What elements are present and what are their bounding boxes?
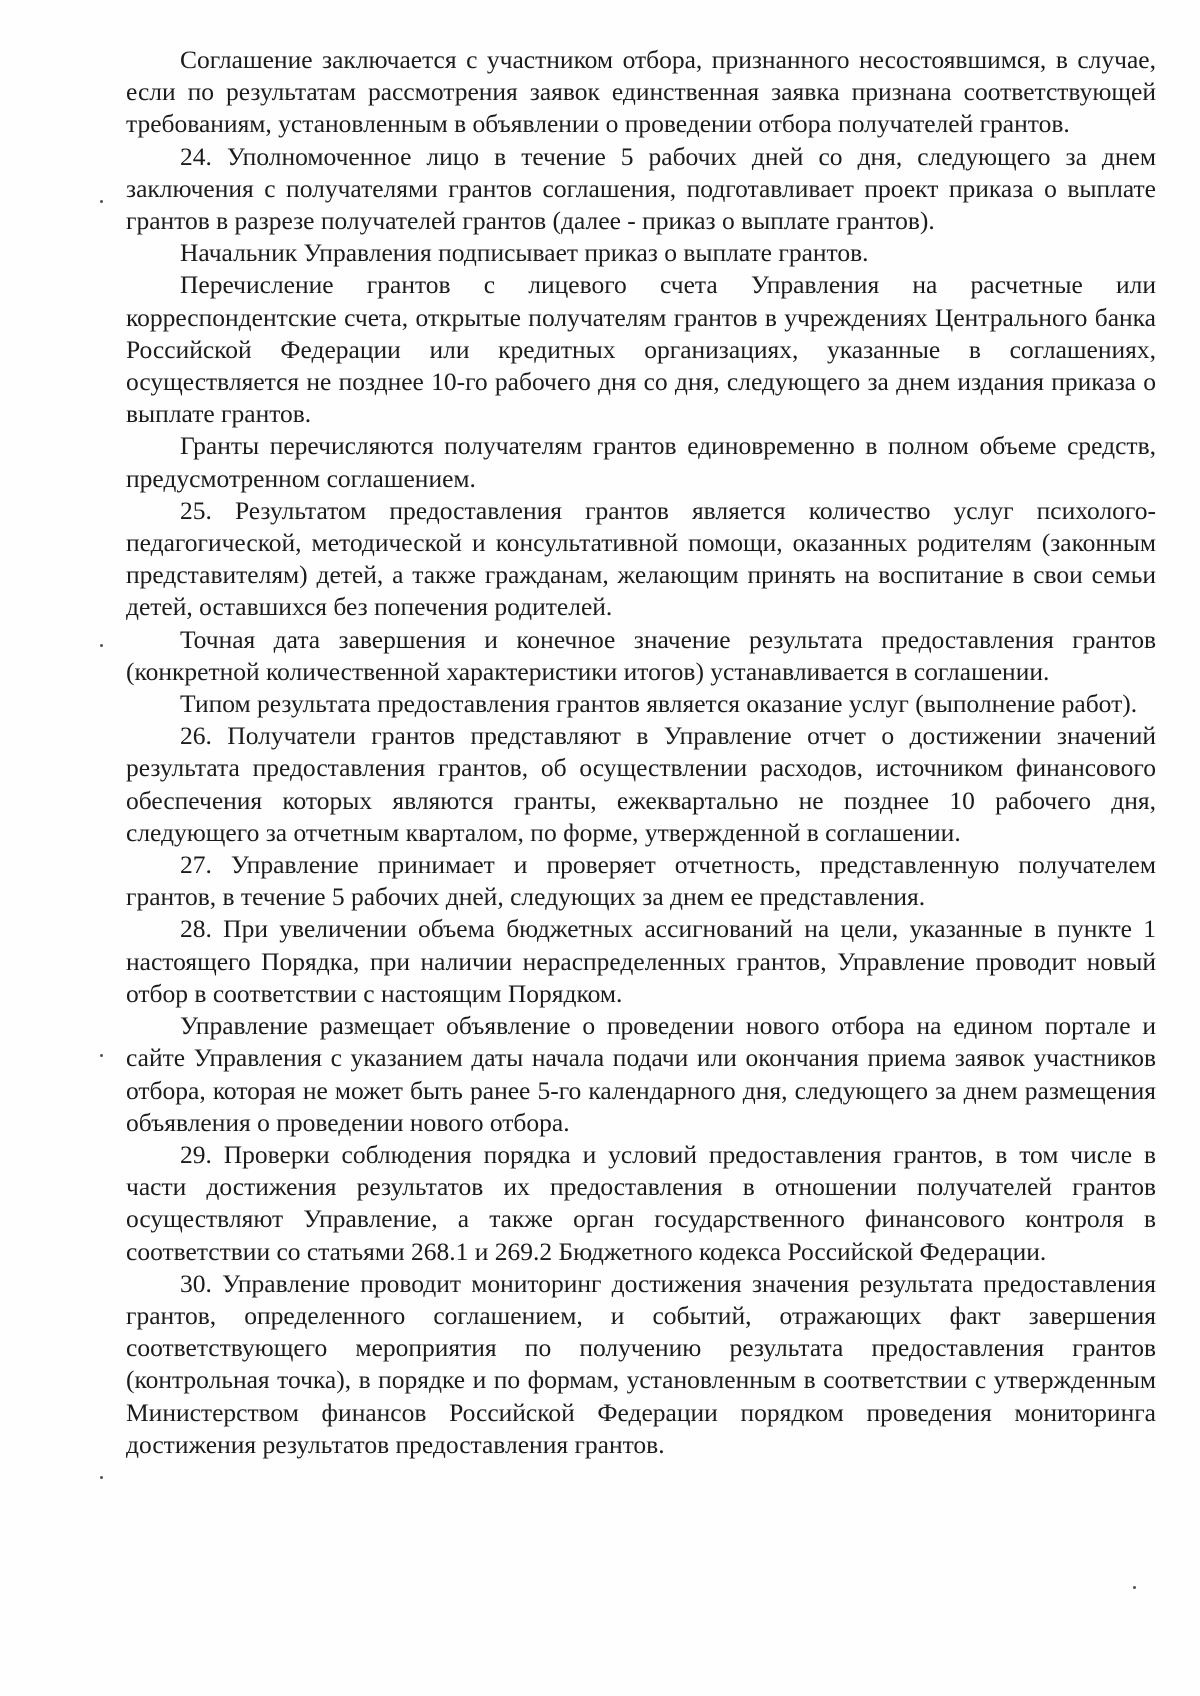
- scan-speck: [100, 1054, 103, 1057]
- scan-speck: [1133, 1586, 1136, 1589]
- scan-speck: [100, 1476, 103, 1479]
- paragraph-grant-transfer: Перечисление грантов с лицевого счета Управления на расчетные или корреспондентские счета, открытые получателям грантов в учреждениях Центрального банка Российской Федерации или кредитных организациях, указанные в соглашениях, осуществляется не позднее 10-го рабочего дня со дня, следующего за днем издания приказа о выплате грантов.: [126, 270, 1156, 429]
- paragraph-clause-26: 26. Получатели грантов представляют в Управление отчет о достижении значений результата предоставления грантов, об осуществлении расходов, источником финансового обеспечения которых являются гранты, ежеквартально не позднее 10 рабочего дня, следующего за отчетным кварталом, по форме, утвержденной в соглашении.: [126, 721, 1156, 847]
- paragraph-clause-27: 27. Управление принимает и проверяет отчетность, представленную получателем грантов, в течение 5 рабочих дней, следующих за днем ее представления.: [126, 850, 1156, 912]
- scan-speck: [100, 200, 103, 203]
- paragraph-clause-29: 29. Проверки соблюдения порядка и условий предоставления грантов, в том числе в части достижения результатов их предоставления в отношении получателей грантов осуществляют Управление, а также орган государственного финансового контроля в соответствии со статьями 268.1 и 269.2 Бюджетного кодекса Российской Федерации.: [126, 1139, 1156, 1266]
- paragraph-grants-lump-sum: Гранты перечисляются получателям грантов единовременно в полном объеме средств, предусмотренном соглашением.: [126, 431, 1156, 493]
- paragraph-clause-25: 25. Результатом предоставления грантов является количество услуг психолого-педагогической, методической и консультативной помощи, оказанных родителям (законным представителям) детей, а также гражданам, желающим принять на воспитание в свои семьи детей, оставшихся без попечения родителей.: [126, 495, 1156, 622]
- paragraph-agreement-failed-selection: Соглашение заключается с участником отбора, признанного несостоявшимся, в случае, если по результатам рассмотрения заявок единственная заявка признана соответствующей требованиям, установленным в объявлении о проведении отбора получателей грантов.: [126, 45, 1156, 139]
- paragraph-head-signs-order: Начальник Управления подписывает приказ о выплате грантов.: [180, 238, 869, 268]
- paragraph-clause-28: 28. При увеличении объема бюджетных ассигнований на цели, указанные в пункте 1 настоящего Порядка, при наличии нераспределенных грантов, Управление проводит новый отбор в соответствии с настоящим Порядком.: [126, 914, 1156, 1008]
- document-body: [126, 44, 1156, 1461]
- paragraph-result-type: Типом результата предоставления грантов является оказание услуг (выполнение работ).: [180, 689, 1138, 719]
- paragraph-clause-30: 30. Управление проводит мониторинг достижения значения результата предоставления грантов, определенного соглашением, и событий, отражающих факт завершения соответствующего мероприятия по получению результата предоставления грантов (контрольная точка), в порядке и по формам, установленным в соответствии с утвержденным Министерством финансов Российской Федерации порядком проведения мониторинга достижения результатов предоставления грантов.: [126, 1268, 1156, 1459]
- paragraph-new-selection-announcement: Управление размещает объявление о проведении нового отбора на едином портале и сайте Управления с указанием даты начала подачи или окончания приема заявок участников отбора, которая не может быть ранее 5-го календарного дня, следующего за днем размещения объявления о проведении нового отбора.: [126, 1011, 1156, 1137]
- scan-speck: [100, 644, 103, 647]
- paragraph-clause-24: 24. Уполномоченное лицо в течение 5 рабочих дней со дня, следующего за днем заключения с получателями грантов соглашения, подготавливает проект приказа о выплате грантов в разрезе получателей грантов (далее - приказ о выплате грантов).: [126, 141, 1156, 236]
- paragraph-result-date: Точная дата завершения и конечное значение результата предоставления грантов (конкретной количественной характеристики итогов) устанавливается в соглашении.: [126, 624, 1156, 686]
